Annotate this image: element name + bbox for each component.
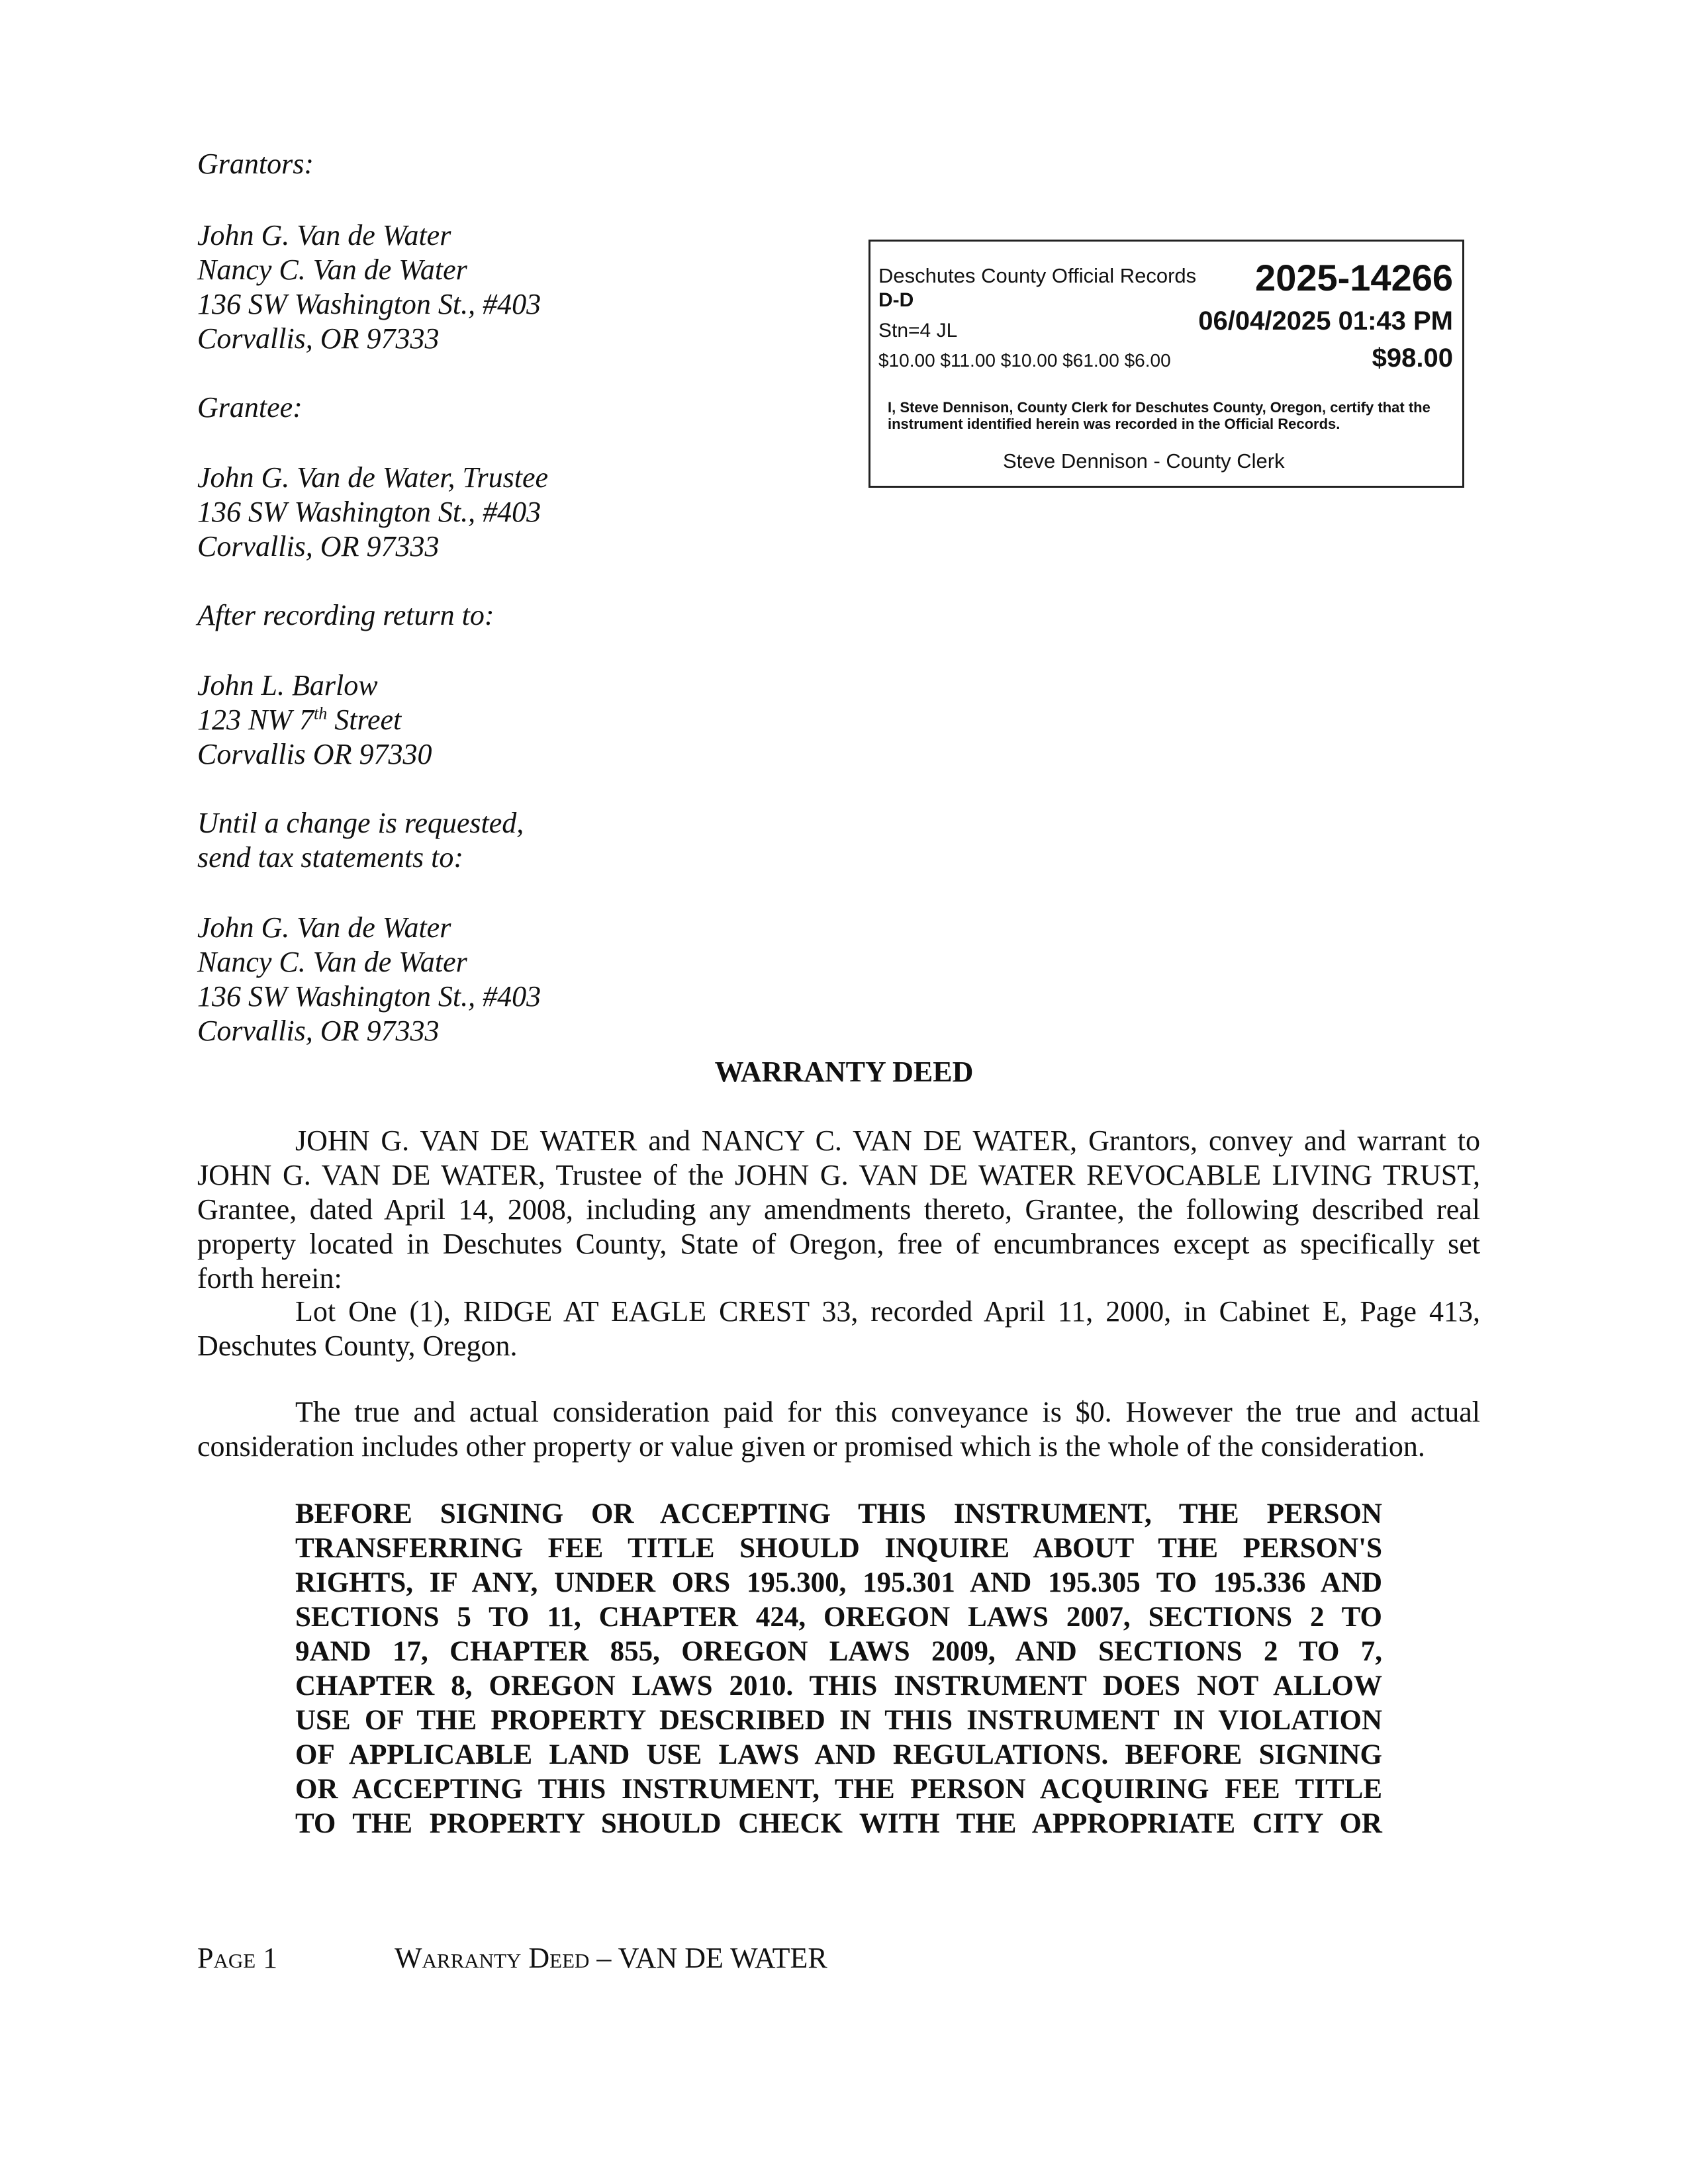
notice-line-10: TO THE PROPERTY SHOULD CHECK WITH THE APPROPRIATE CITY OR <box>295 1808 1382 1839</box>
notice-line-1: BEFORE SIGNING OR ACCEPTING THIS INSTRUMENT, THE PERSON <box>295 1498 1382 1529</box>
grantor-name-1: John G. Van de Water <box>197 219 451 251</box>
conveyance-line-5: forth herein: <box>197 1262 342 1295</box>
return-to-street <box>197 703 432 737</box>
stamp-station: Stn=4 JL <box>878 320 958 341</box>
tax-address: 136 SW Washington St., #403 <box>197 980 541 1013</box>
notice-line-3: RIGHTS, IF ANY, UNDER ORS 195.300, 195.301 AND 195.305 TO 195.336 AND <box>295 1567 1382 1598</box>
grantors-block <box>197 218 541 356</box>
document-title: WARRANTY DEED <box>714 1056 974 1088</box>
tax-name-2: Nancy C. Van de Water <box>197 946 467 978</box>
tax-city: Corvallis, OR 97333 <box>197 1015 440 1047</box>
stamp-total: $98.00 <box>1372 343 1453 373</box>
tax-block <box>197 911 541 1048</box>
stamp-datetime: 06/04/2025 01:43 PM <box>1198 306 1453 336</box>
grantor-address: 136 SW Washington St., #403 <box>197 288 541 320</box>
grantee-label-block <box>197 390 303 425</box>
grantor-city: Corvallis, OR 97333 <box>197 322 440 355</box>
notice-line-9: OR ACCEPTING THIS INSTRUMENT, THE PERSON ACQUIRING FEE TITLE <box>295 1774 1382 1805</box>
legal-description-paragraph <box>197 1295 1480 1363</box>
legal-description-line-2: Deschutes County, Oregon. <box>197 1330 518 1362</box>
notice-line-2: TRANSFERRING FEE TITLE SHOULD INQUIRE ABOUT THE PERSON'S <box>295 1533 1382 1564</box>
grantee-label: Grantee: <box>197 391 303 424</box>
return-to-city: Corvallis OR 97330 <box>197 738 432 770</box>
conveyance-line-3: Grantee, dated April 14, 2008, including any amendments thereto, Grantee, the following described real <box>197 1193 1480 1226</box>
recording-stamp <box>868 240 1464 488</box>
stamp-doc-type: D-D <box>878 289 914 311</box>
grantors-label-block <box>197 147 314 181</box>
stamp-clerk: Steve Dennison - County Clerk <box>1003 449 1285 473</box>
stamp-certification: I, Steve Dennison, County Clerk for Deschutes County, Oregon, certify that the instrument identified herein was recorded in the Official Records. <box>888 399 1430 432</box>
stamp-fees: $10.00 $11.00 $10.00 $61.00 $6.00 <box>878 350 1171 371</box>
grantor-name-2: Nancy C. Van de Water <box>197 253 467 286</box>
consideration-paragraph <box>197 1395 1480 1464</box>
tax-name-1: John G. Van de Water <box>197 911 451 944</box>
footer-page-label: Page 1 <box>197 1942 278 1974</box>
return-to-name: John L. Barlow <box>197 669 378 702</box>
return-to-street-name: Street <box>327 704 402 736</box>
grantee-address: 136 SW Washington St., #403 <box>197 496 541 528</box>
tax-label-block <box>197 806 524 875</box>
footer-doc-label: Warranty Deed – VAN DE WATER <box>395 1942 827 1974</box>
consideration-line-2: consideration includes other property or value given or promised which is the whole of the consideration. <box>197 1430 1425 1463</box>
notice-line-7: USE OF THE PROPERTY DESCRIBED IN THIS INSTRUMENT IN VIOLATION <box>295 1705 1382 1736</box>
notice-line-6: CHAPTER 8, OREGON LAWS 2010. THIS INSTRUMENT DOES NOT ALLOW <box>295 1670 1382 1702</box>
return-to-street-ordinal: th <box>314 704 328 723</box>
notice-line-4: SECTIONS 5 TO 11, CHAPTER 424, OREGON LAWS 2007, SECTIONS 2 TO <box>295 1602 1382 1633</box>
conveyance-line-4: property located in Deschutes County, State of Oregon, free of encumbrances except as specifically set <box>197 1228 1480 1260</box>
return-to-label-block <box>197 598 494 633</box>
legal-description-line-1: Lot One (1), RIDGE AT EAGLE CREST 33, recorded April 11, 2000, in Cabinet E, Page 413, <box>295 1295 1480 1328</box>
conveyance-paragraph <box>197 1124 1480 1296</box>
consideration-line-1: The true and actual consideration paid for this conveyance is $0. However the true and actual <box>295 1396 1480 1428</box>
notice-line-5: 9AND 17, CHAPTER 855, OREGON LAWS 2009, AND SECTIONS 2 TO 7, <box>295 1636 1382 1667</box>
grantee-block <box>197 461 548 564</box>
return-to-block <box>197 668 432 772</box>
stamp-record-number: 2025-14266 <box>1255 257 1453 298</box>
grantors-label: Grantors: <box>197 148 314 180</box>
statutory-notice <box>295 1497 1382 1841</box>
grantee-name: John G. Van de Water, Trustee <box>197 461 549 494</box>
conveyance-line-1: JOHN G. VAN DE WATER and NANCY C. VAN DE WATER, Grantors, convey and warrant to <box>295 1124 1480 1157</box>
tax-label-line2: send tax statements to: <box>197 841 464 874</box>
conveyance-line-2: JOHN G. VAN DE WATER, Trustee of the JOHN G. VAN DE WATER REVOCABLE LIVING TRUST, <box>197 1159 1480 1191</box>
grantee-city: Corvallis, OR 97333 <box>197 530 440 563</box>
return-to-label: After recording return to: <box>197 599 494 631</box>
return-to-street-number: 123 NW 7 <box>197 704 314 736</box>
stamp-office: Deschutes County Official Records <box>878 264 1197 287</box>
notice-line-8: OF APPLICABLE LAND USE LAWS AND REGULATIONS. BEFORE SIGNING <box>295 1739 1382 1770</box>
tax-label-line1: Until a change is requested, <box>197 807 524 839</box>
